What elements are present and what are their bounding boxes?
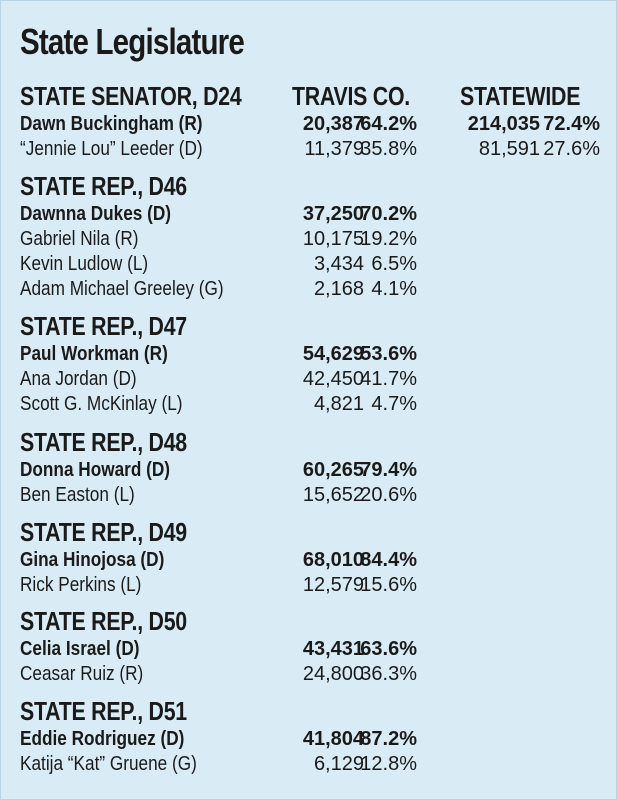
candidate-row-winner [20,202,600,227]
page-title: State Legislature [20,21,244,62]
race-rep-d49 [20,516,600,598]
race-header [20,516,600,548]
candidate-row [20,227,600,252]
travis-percent: 36.3% [360,663,417,685]
race-title: STATE REP., D49 [20,517,187,547]
race-header [20,80,600,112]
travis-votes: 11,379 [304,138,364,160]
candidate-row [20,483,600,508]
race-title: STATE REP., D50 [20,606,187,636]
candidate-row [20,252,600,277]
statewide-percent: 72.4% [543,113,600,135]
candidate-name: Adam Michael Greeley (G) [20,278,224,300]
candidate-row-winner [20,727,600,752]
candidate-row-winner [20,637,600,662]
travis-votes: 24,800 [302,663,364,685]
travis-percent: 79.4% [360,459,417,481]
candidate-name: “Jennie Lou” Leeder (D) [20,138,203,160]
candidate-name: Ceasar Ruiz (R) [20,663,144,685]
travis-percent: 53.6% [360,343,417,365]
travis-percent: 87.2% [360,728,417,750]
statewide-votes: 214,035 [467,113,540,135]
candidate-name: Gabriel Nila (R) [20,228,139,250]
travis-votes: 54,629 [302,343,364,365]
candidate-row-winner [20,548,600,573]
candidate-name: Kevin Ludlow (L) [20,253,149,275]
race-header [20,605,600,637]
travis-votes: 37,250 [302,203,364,225]
travis-percent: 20.6% [360,484,417,506]
candidate-row [20,573,600,598]
travis-percent: 4.7% [371,393,417,415]
travis-votes: 15,652 [302,484,364,506]
race-header [20,310,600,342]
race-title: STATE REP., D46 [20,171,187,201]
race-header [20,695,600,727]
race-title: STATE SENATOR, D24 [20,81,242,111]
candidate-name: Gina Hinojosa (D) [20,549,165,571]
candidate-name: Ana Jordan (D) [20,368,137,390]
candidate-name: Dawn Buckingham (R) [20,113,203,135]
candidate-name: Katija “Kat” Gruene (G) [20,753,197,775]
candidate-name: Eddie Rodriguez (D) [20,728,185,750]
travis-votes: 43,431 [302,638,364,660]
race-title: STATE REP., D48 [20,427,187,457]
travis-percent: 35.8% [360,138,417,160]
candidate-row [20,367,600,392]
travis-percent: 70.2% [360,203,417,225]
candidate-row [20,662,600,687]
candidate-name: Rick Perkins (L) [20,574,142,596]
candidate-row [20,392,600,417]
candidate-row [20,752,600,777]
candidate-row-winner [20,458,600,483]
race-rep-d46 [20,170,600,302]
travis-percent: 63.6% [360,638,417,660]
race-rep-d47 [20,310,600,417]
travis-votes: 68,010 [302,549,364,571]
travis-percent: 6.5% [371,253,417,275]
race-rep-d50 [20,605,600,687]
race-title: STATE REP., D51 [20,696,187,726]
race-title: STATE REP., D47 [20,311,187,341]
travis-percent: 41.7% [360,368,417,390]
travis-percent: 19.2% [360,228,417,250]
candidate-name: Celia Israel (D) [20,638,140,660]
candidate-row [20,277,600,302]
travis-votes: 41,804 [302,728,364,750]
candidate-row-winner [20,342,600,367]
travis-votes: 42,450 [302,368,364,390]
candidate-name: Donna Howard (D) [20,459,171,481]
travis-percent: 12.8% [360,753,417,775]
race-header [20,170,600,202]
statewide-percent: 27.6% [543,138,600,160]
race-rep-d48 [20,426,600,508]
travis-percent: 64.2% [360,113,417,135]
candidate-name: Ben Easton (L) [20,484,135,506]
race-senate-d24 [20,80,600,162]
race-rep-d51 [20,695,600,777]
travis-votes: 2,168 [313,278,364,300]
travis-votes: 60,265 [302,459,364,481]
candidate-row [20,137,600,162]
statewide-votes: 81,591 [478,138,540,160]
column-header-statewide: STATEWIDE [460,81,581,111]
travis-votes: 6,129 [313,753,364,775]
travis-votes: 3,434 [313,253,364,275]
travis-votes: 4,821 [313,393,364,415]
candidate-row-winner [20,112,600,137]
travis-votes: 20,387 [302,113,364,135]
column-header-travis: TRAVIS CO. [292,81,410,111]
travis-percent: 4.1% [371,278,417,300]
travis-votes: 10,175 [302,228,364,250]
candidate-name: Paul Workman (R) [20,343,168,365]
candidate-name: Dawnna Dukes (D) [20,203,172,225]
travis-percent: 15.6% [360,574,417,596]
travis-votes: 12,579 [302,574,364,596]
travis-percent: 84.4% [360,549,417,571]
candidate-name: Scott G. McKinlay (L) [20,393,183,415]
race-header [20,426,600,458]
